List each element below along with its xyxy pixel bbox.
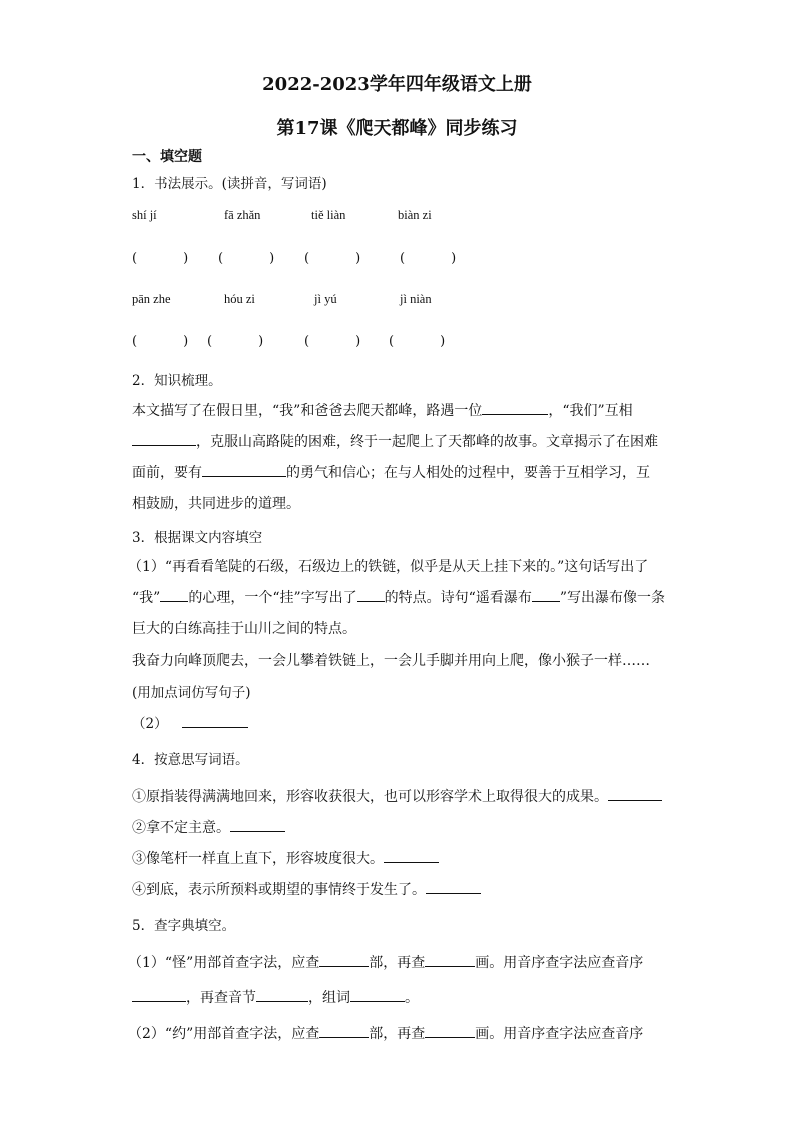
blank[interactable] — [132, 987, 186, 1002]
q2-line-3: 面前，要有 的勇气和信心；在与人相处的过程中，要善于互相学习，互 — [132, 462, 650, 482]
blank[interactable] — [132, 431, 196, 446]
pinyin-4: biàn zi — [398, 208, 432, 222]
blank[interactable] — [182, 713, 248, 728]
pinyin-8: jì niàn — [400, 292, 432, 306]
blank[interactable] — [230, 817, 285, 832]
q1-label: 1．书法展示。(读拼音，写词语) — [132, 176, 327, 192]
q3-line-6: （2） — [132, 712, 248, 732]
answer-blank-8[interactable]: ( ) — [389, 334, 446, 349]
pinyin-5: pān zhe — [132, 292, 171, 306]
pinyin-7: jì yú — [314, 292, 337, 306]
q5-part1-line1: （1）“怪”用部首查字法，应查 部，再查 画。用音序查字法应查音序 — [128, 952, 643, 972]
pinyin-3: tiě liàn — [311, 208, 346, 222]
q2-line-1: 本文描写了在假日里，“我”和爸爸去爬天都峰，路遇一位 ，“我们”互相 — [132, 400, 633, 420]
q3-line-4: 我奋力向峰顶爬去，一会儿攀着铁链上，一会儿手脚并用向上爬，像小猴子一样…… — [132, 653, 650, 669]
q3-line-5: (用加点词仿写句子) — [132, 685, 251, 701]
q5-part2-line1: （2）“约”用部首查字法，应查 部，再查 画。用音序查字法应查音序 — [128, 1023, 643, 1043]
q3-line-1: （1）“再看看笔陡的石级，石级边上的铁链，似乎是从天上挂下来的。”这句话写出了 — [128, 559, 649, 575]
q4-item-2: ②拿不定主意。 — [132, 817, 285, 837]
answer-blank-6[interactable]: ( ) — [207, 334, 264, 349]
blank[interactable] — [160, 587, 188, 602]
answer-blank-4[interactable]: ( ) — [400, 251, 457, 266]
doc-title-line2: 第17课《爬天都峰》同步练习 — [276, 118, 518, 139]
blank[interactable] — [532, 587, 560, 602]
answer-blank-1[interactable]: ( ) — [132, 251, 189, 266]
q3-line-3: 巨大的白练高挂于山川之间的特点。 — [132, 621, 356, 637]
blank[interactable] — [319, 1023, 369, 1038]
pinyin-2: fā zhǎn — [224, 208, 261, 222]
blank[interactable] — [384, 848, 439, 863]
blank[interactable] — [426, 879, 481, 894]
blank[interactable] — [425, 952, 475, 967]
q4-item-4: ④到底，表示所预料或期望的事情终于发生了。 — [132, 879, 481, 899]
q5-label: 5．查字典填空。 — [132, 918, 236, 934]
pinyin-1: shí jí — [132, 208, 157, 222]
q4-item-3: ③像笔杆一样直上直下，形容坡度很大。 — [132, 848, 439, 868]
doc-title-line1: 2022-2023学年四年级语文上册 — [262, 74, 532, 95]
pinyin-6: hóu zi — [224, 292, 255, 306]
section-heading-fill-in: 一、填空题 — [132, 149, 202, 165]
q4-item-1: ①原指装得满满地回来，形容收获很大，也可以形容学术上取得很大的成果。 — [132, 786, 662, 806]
q3-line-2: “我” 的心理，一个“挂”字写出了 的特点。诗句“遥看瀑布 ”写出瀑布像一条 — [132, 587, 665, 607]
answer-blank-3[interactable]: ( ) — [304, 251, 361, 266]
blank[interactable] — [425, 1023, 475, 1038]
blank[interactable] — [319, 952, 369, 967]
blank[interactable] — [256, 987, 308, 1002]
blank[interactable] — [608, 786, 662, 801]
blank[interactable] — [202, 462, 286, 477]
answer-blank-2[interactable]: ( ) — [218, 251, 275, 266]
q4-label: 4．按意思写词语。 — [132, 752, 249, 768]
q3-label: 3．根据课文内容填空 — [132, 530, 263, 546]
q2-line-4: 相鼓励，共同进步的道理。 — [132, 496, 300, 512]
answer-blank-7[interactable]: ( ) — [304, 334, 361, 349]
q2-label: 2．知识梳理。 — [132, 373, 222, 389]
blank[interactable] — [357, 587, 385, 602]
q5-part1-line2: ，再查音节 ，组词 。 — [132, 987, 419, 1007]
blank[interactable] — [350, 987, 405, 1002]
q2-line-2: ，克服山高路陡的困难，终于一起爬上了天都峰的故事。文章揭示了在困难 — [132, 431, 658, 451]
blank[interactable] — [482, 400, 548, 415]
answer-blank-5[interactable]: ( ) — [132, 334, 189, 349]
